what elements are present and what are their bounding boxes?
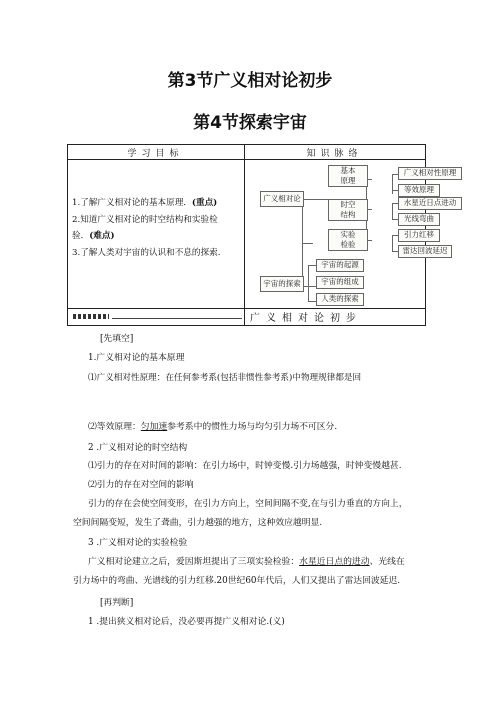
map-leaf-origin: 宇宙的起源 xyxy=(316,259,364,272)
section-bar-title: 广义相对论初步 xyxy=(250,313,362,324)
section-tag-ornament xyxy=(73,314,109,319)
judge-question-1: 1 .提出狭义相对论后，没必要再提广义相对论.(义) xyxy=(88,617,285,627)
goal-2-cont: 验．(难点) xyxy=(72,231,115,241)
goal-1: 1.了解广义相对论的基本原理．(重点) xyxy=(72,198,218,208)
map-leaf-equivalence: 等效原理 xyxy=(398,184,440,197)
header-knowledge-map: 知识脉络 xyxy=(306,149,363,159)
map-leaf-mercury: 水星近日点进动 xyxy=(398,197,462,210)
section-tag-line xyxy=(112,318,242,319)
paragraph-8: 引力场中的弯曲、光谱线的引力红移.20世纪60年代后，人们又提出了雷达回波延迟. xyxy=(73,576,401,586)
heading-1: 1.广义相对论的基本原理 xyxy=(88,353,185,363)
section3-title: 第3节广义相对论初步 xyxy=(167,71,333,91)
table-header xyxy=(68,145,425,160)
paragraph-3: ⑴引力的存在对时间的影响：在引力场中，时钟变慢.引力场越强，时钟变慢越甚. xyxy=(88,461,402,471)
heading-2: 2 .广义相对论的时空结构 xyxy=(88,443,188,453)
section4-title: 第4节探索宇宙 xyxy=(193,113,307,133)
map-leaf-redshift: 引力红移 xyxy=(398,229,440,242)
map-leaf-exploration: 人类的探索 xyxy=(316,293,364,306)
map-general-relativity: 广义相对论 xyxy=(260,191,304,207)
goal-2: 2.知道广义相对论的时空结构和实验检 xyxy=(72,214,218,225)
header-learning-goals: 学习目标 xyxy=(127,149,184,159)
map-experimental-test: 实验 检验 xyxy=(328,229,368,251)
paragraph-6: 空间间隔变短，发生了聋曲，引力越强的地方，这种效应越明显. xyxy=(73,518,323,528)
map-universe-exploration: 宇宙的探索 xyxy=(260,276,304,292)
map-leaf-relativity-principle: 广义相对性原理 xyxy=(398,167,462,180)
column-divider xyxy=(244,145,245,308)
paragraph-1: ⑴广义相对性原理：在任何参考系(包括非惯性参考系)中物理规律都是回 xyxy=(88,373,362,383)
heading-3: 3 .广义相对论的实验检验 xyxy=(88,538,188,548)
section-bar xyxy=(67,307,426,326)
paragraph-5: 引力的存在会使空间变形，在引力方向上，空间间隔不变,在与引力垂直的方向上， xyxy=(88,499,408,509)
rejudge-label: [再判断] xyxy=(100,598,134,608)
map-basic-principle: 基本 原理 xyxy=(328,165,368,187)
fill-blank-label: [先填空] xyxy=(100,334,134,344)
map-leaf-light-bending: 光线弯曲 xyxy=(398,213,440,226)
objectives-table xyxy=(67,144,457,309)
paragraph-4: ⑵引力的存在对空间的影响 xyxy=(88,480,194,490)
goal-3: 3.了解人类对宇宙的认识和不息的探索. xyxy=(72,247,221,258)
paragraph-7: 广义相对论建立之后，爱因斯坦提出了三项实验检验：水星近日点的进动、光线在 xyxy=(88,557,405,567)
map-spacetime-structure: 时空 结构 xyxy=(328,199,368,221)
map-leaf-composition: 宇宙的组成 xyxy=(316,276,364,289)
map-leaf-radar-echo: 雷达回波延迟 xyxy=(398,245,452,258)
learning-goals xyxy=(72,195,242,261)
paragraph-2: ⑵等效原理：匀加速参考系中的惯性力场与均匀引力场不可区分. xyxy=(88,422,338,432)
